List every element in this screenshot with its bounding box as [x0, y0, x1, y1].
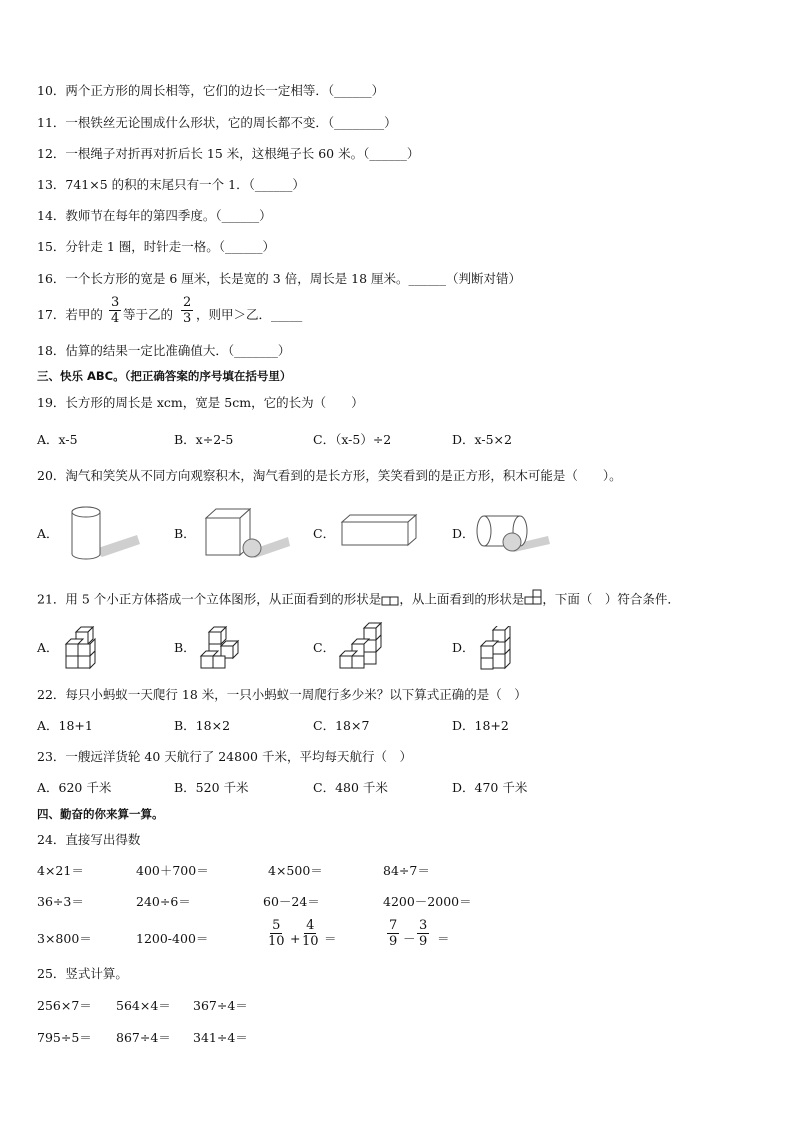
q24-r1-c2: 400＋700＝ — [136, 863, 209, 878]
cube-sphere-figure — [200, 502, 295, 560]
q24-r1-c4: 84÷7＝ — [383, 863, 430, 878]
q22-option-b: B．18×2 — [174, 718, 231, 733]
q24-r2-c3: 60－24＝ — [263, 894, 320, 909]
question-22: 22．每只小蚂蚁一天爬行 18 米，一只小蚂蚁一周爬行多少米？以下算式正确的是（ ） — [37, 687, 527, 702]
q24-equals-2: ＝ — [437, 931, 450, 946]
q23-option-a: A．620 千米 — [37, 780, 112, 795]
cube-stack-figure-d — [475, 626, 517, 670]
section-3-title: 三、快乐 ABC。（把正确答案的序号填在括号里） — [37, 369, 292, 383]
q17-prefix: 17．若甲的 — [37, 307, 103, 322]
q21-label-a: A． — [37, 640, 59, 655]
question-16: 16．一个长方形的宽是 6 厘米，长是宽的 3 倍，周长是 18 厘米。______（判断对错） — [37, 271, 522, 286]
q22-option-c: C．18×7 — [313, 718, 370, 733]
question-19: 19．长方形的周长是 xcm，宽是 5cm，它的长为（ ） — [37, 395, 364, 410]
q21-text-c: ，下面（ ）符合条件． — [542, 591, 680, 607]
cylinder-figure — [62, 502, 142, 560]
q21-label-d: D． — [452, 640, 475, 655]
q17-frac2-denominator: 3 — [183, 311, 192, 326]
q19-option-c: C．（x-5）÷2 — [313, 432, 392, 447]
question-17 — [37, 307, 103, 323]
q23-option-b: B．520 千米 — [174, 780, 249, 795]
q20-label-d: D． — [452, 526, 475, 541]
q21-text-b: ，从上面看到的形状是 — [399, 591, 525, 607]
question-18: 18．估算的结果一定比准确值大．（_______） — [37, 343, 291, 358]
q25-r2-c2: 867÷4＝ — [116, 1030, 171, 1045]
q24-f2-denominator: 10 — [302, 934, 319, 949]
q24-equals-1: ＝ — [324, 931, 337, 946]
question-13: 13．741×5 的积的末尾只有一个 1．（______） — [37, 177, 305, 192]
q24-plus-sign: + — [290, 931, 301, 946]
q24-f2-numerator: 4 — [306, 918, 315, 933]
q24-r1-c1: 4×21＝ — [37, 863, 84, 878]
q24-fraction-7-9 — [387, 918, 399, 949]
q23-option-c: C．480 千米 — [313, 780, 388, 795]
question-10: 10．两个正方形的周长相等，它们的边长一定相等．（______） — [37, 83, 385, 98]
q24-minus-sign: － — [403, 931, 416, 946]
question-15: 15．分针走 1 圈，时针走一格。（______） — [37, 239, 276, 254]
q17-frac1-denominator: 4 — [111, 311, 120, 326]
q17-middle: 等于乙的 — [123, 307, 174, 322]
q20-label-b: B． — [174, 526, 196, 541]
q24-title: 24．直接写出得数 — [37, 832, 141, 847]
q24-fraction-4-10 — [302, 918, 319, 949]
q24-r3-c2: 1200-400＝ — [136, 931, 209, 946]
top-view-icon — [524, 589, 542, 611]
q17-frac2-numerator: 2 — [183, 295, 192, 310]
cube-stack-figure-c — [336, 622, 386, 670]
q25-r1-c2: 564×4＝ — [116, 998, 171, 1013]
cube-stack-figure-a — [62, 626, 104, 670]
q17-frac1-numerator: 3 — [111, 295, 120, 310]
q25-r2-c1: 795÷5＝ — [37, 1030, 92, 1045]
q19-option-b: B．x÷2-5 — [174, 432, 234, 447]
q23-option-d: D．470 千米 — [452, 780, 528, 795]
q24-f4-denominator: 9 — [419, 934, 428, 949]
q24-f1-denominator: 10 — [268, 934, 285, 949]
q24-f1-numerator: 5 — [272, 918, 281, 933]
q21-label-b: B． — [174, 640, 196, 655]
question-11: 11．一根铁丝无论围成什么形状，它的周长都不变．（________） — [37, 115, 397, 130]
cube-stack-figure-b — [199, 626, 247, 670]
q24-r2-c1: 36÷3＝ — [37, 894, 84, 909]
question-20: 20．淘气和笑笑从不同方向观察积木，淘气看到的是长方形，笑笑看到的是正方形，积木可能是（ ）。 — [37, 468, 622, 483]
q21-text-a: 21．用 5 个小正方体搭成一个立体图形，从正面看到的形状是 — [37, 591, 382, 607]
q19-option-a: A．x-5 — [37, 432, 78, 447]
q22-option-d: D．18+2 — [452, 718, 509, 733]
question-23: 23．一艘远洋货轮 40 天航行了 24800 千米，平均每天航行（ ） — [37, 749, 412, 764]
q25-title: 25．竖式计算。 — [37, 966, 128, 981]
q24-fraction-5-10 — [268, 918, 285, 949]
section-4-title: 四、勤奋的你来算一算。 — [37, 807, 164, 821]
q25-r1-c3: 367÷4＝ — [193, 998, 248, 1013]
q19-option-d: D．x-5×2 — [452, 432, 512, 447]
q24-f3-denominator: 9 — [389, 934, 398, 949]
q17-fraction-2 — [181, 295, 193, 326]
q17-fraction-1 — [109, 295, 121, 326]
question-14: 14．教师节在每年的第四季度。（______） — [37, 208, 272, 223]
q25-r1-c1: 256×7＝ — [37, 998, 92, 1013]
cuboid-figure — [338, 510, 423, 552]
q20-label-a: A． — [37, 526, 59, 541]
q24-r3-c1: 3×800＝ — [37, 931, 92, 946]
q22-option-a: A．18+1 — [37, 718, 93, 733]
question-12: 12．一根绳子对折再对折后长 15 米，这根绳子长 60 米。（______） — [37, 146, 420, 161]
q24-f3-numerator: 7 — [389, 918, 398, 933]
q20-label-c: C． — [313, 526, 336, 541]
q24-fraction-3-9 — [417, 918, 429, 949]
q24-r2-c4: 4200－2000＝ — [383, 894, 472, 909]
lying-cylinder-figure — [476, 508, 556, 556]
q25-r2-c3: 341÷4＝ — [193, 1030, 248, 1045]
q24-r2-c2: 240÷6＝ — [136, 894, 191, 909]
q24-r1-c3: 4×500＝ — [268, 863, 323, 878]
question-21 — [37, 589, 680, 611]
q24-f4-numerator: 3 — [419, 918, 428, 933]
q21-label-c: C． — [313, 640, 336, 655]
front-view-icon — [381, 591, 399, 609]
q17-suffix: ，则甲＞乙．_____ — [196, 307, 303, 322]
